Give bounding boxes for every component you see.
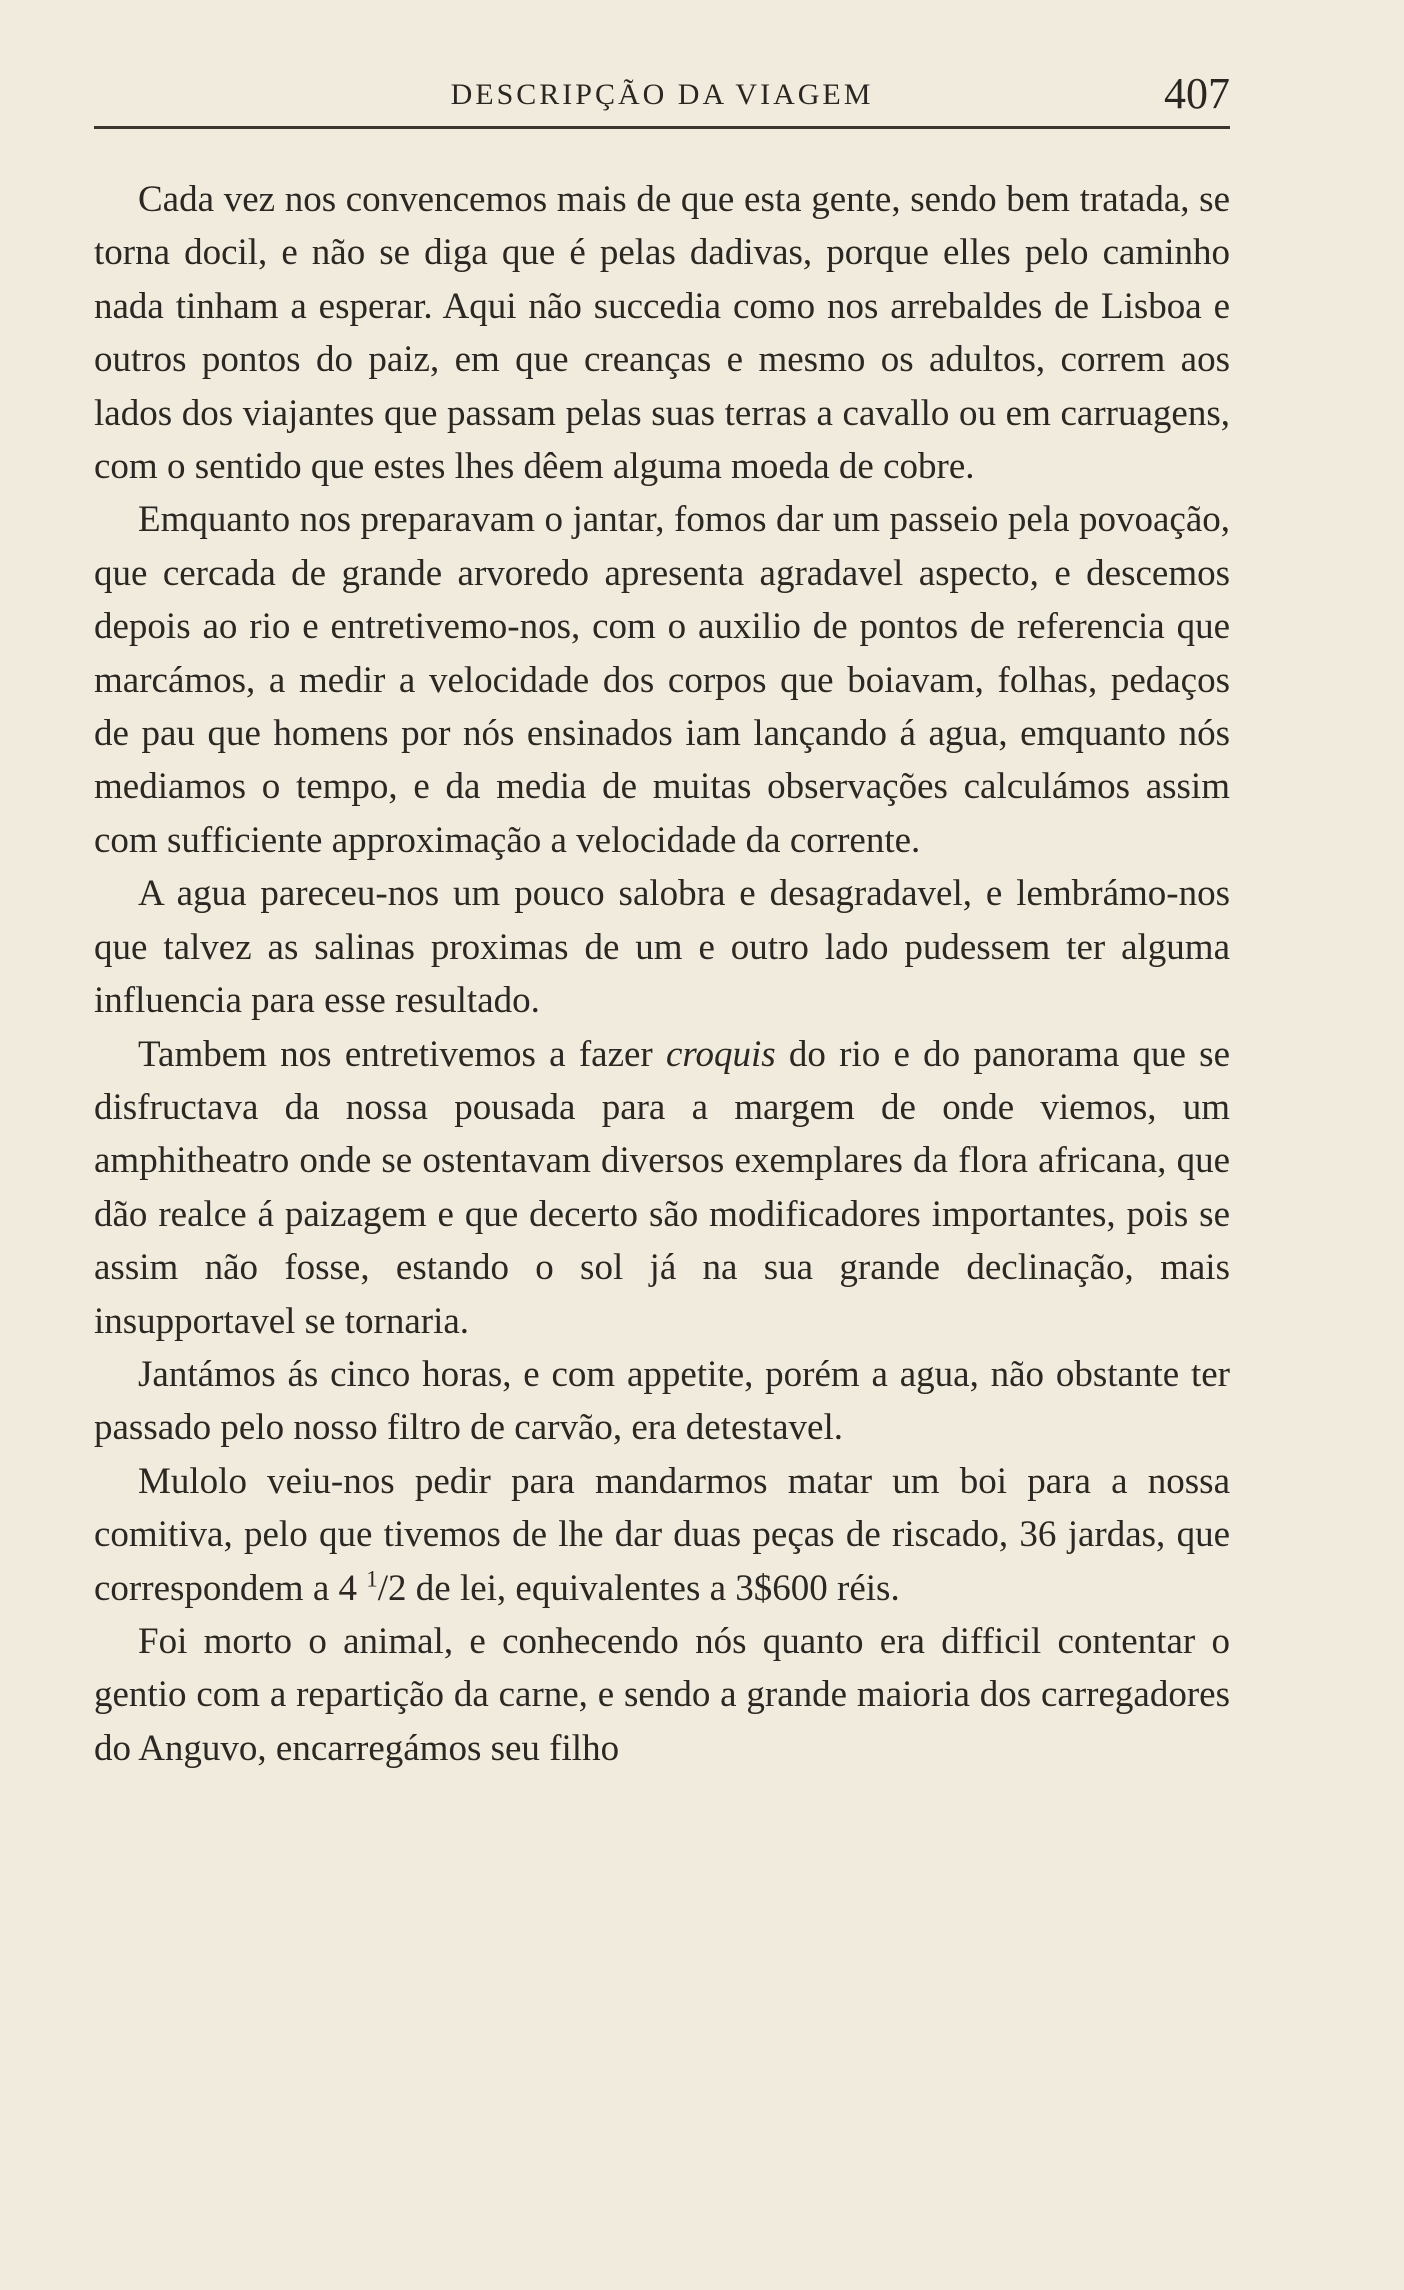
paragraph: Cada vez nos convencemos mais de que esta gente, sendo bem tratada, se torna docil, e não se diga que é pelas dadivas, porque elles pelo caminho nada tinham a esperar. Aqui não succedia como nos arrebaldes de Lisboa e outros pontos do paiz, em que creanças e mesmo os adultos, correm aos lados dos viajantes que passam pelas suas terras a cavallo ou em carruagens, com o sentido que estes lhes dêem alguma moeda de cobre. (94, 179, 1230, 488)
paragraph: Jantámos ás cinco horas, e com appetite, porém a agua, não obstante ter passado pelo nosso filtro de carvão, era detestavel. (94, 1353, 1230, 1449)
paragraph: Foi morto o animal, e conhecendo nós quanto era difficil contentar o gentio com a repartição da carne, e sendo a grande maioria dos carregadores do Anguvo, encarregámos seu filho (94, 1620, 1230, 1769)
fraction-numerator: 1 (366, 1566, 378, 1592)
paragraph-text: Mulolo veiu-nos pedir para mandarmos matar um boi para a nossa comitiva, pelo que tivemos de lhe dar duas peças de riscado, 36 jardas, que correspondem a 4 (94, 1460, 1230, 1609)
running-title: DESCRIPÇÃO DA VIAGEM (450, 78, 874, 111)
paragraph-text: do rio e do panorama que se disfructava da nossa pousada para a margem de onde viemos, um amphitheatro onde se ostentavam diversos exemplares da flora africana, que dão realce á paizagem e que decerto são modificadores importantes, pois se assim não fosse, estando o sol já na sua grande declinação, mais insupportavel se tornaria. (94, 1033, 1230, 1342)
paragraph: A agua pareceu-nos um pouco salobra e desagradavel, e lembrámo-nos que talvez as salinas proximas de um e outro lado pudessem ter alguma influencia para esse resultado. (94, 873, 1230, 1022)
paragraph (94, 1028, 1230, 1348)
body-text (94, 173, 1230, 1775)
paragraph: Emquanto nos preparavam o jantar, fomos dar um passeio pela povoação, que cercada de grande arvoredo apresenta agradavel aspecto, e descemos depois ao rio e entretivemo-nos, com o auxilio de pontos de referencia que marcámos, a medir a velocidade dos corpos que boiavam, folhas, pedaços de pau que homens por nós ensinados iam lançando á agua, emquanto nós mediamos o tempo, e da media de muitas observações calculámos assim com sufficiente approximação a velocidade da corrente. (94, 499, 1230, 861)
paragraph-text: Tambem nos entretivemos a fazer (138, 1033, 666, 1075)
italic-term: croquis (666, 1033, 776, 1075)
book-page (94, 68, 1230, 1775)
page-number: 407 (1164, 69, 1230, 118)
paragraph-text: de lei, equivalentes a 3$600 réis. (406, 1567, 900, 1609)
fraction-denominator: /2 (377, 1567, 407, 1609)
paragraph (94, 1455, 1230, 1615)
running-header (94, 68, 1230, 129)
